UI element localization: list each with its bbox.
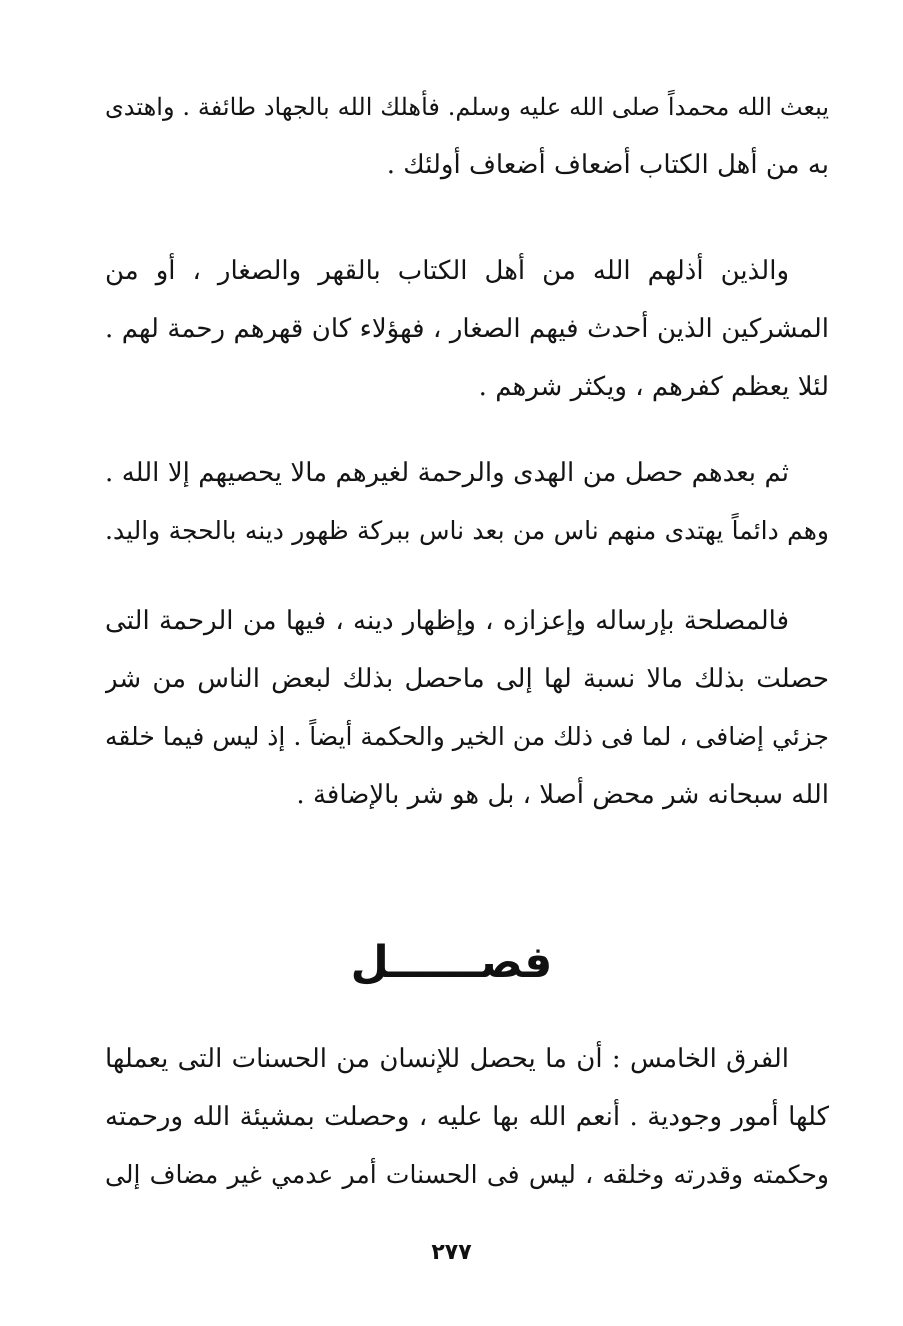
text-line: الفرق الخامس : أن ما يحصل للإنسان من الحسنات التى يعملها <box>105 1044 789 1074</box>
page-number: ٢٧٧ <box>431 1240 472 1265</box>
text-line: وحكمته وقدرته وخلقه ، ليس فى الحسنات أمر عدمي غير مضاف إلى <box>105 1160 829 1189</box>
text-line: جزئي إضافى ، لما فى ذلك من الخير والحكمة أيضاً . إذ ليس فيما خلقه <box>105 722 829 751</box>
paragraph-3 <box>105 444 829 560</box>
section-heading: فصــــــل <box>350 937 553 988</box>
text-line: كلها أمور وجودية . أنعم الله بها عليه ، وحصلت بمشيئة الله ورحمته <box>105 1102 829 1132</box>
text-line: وهم دائماً يهتدى منهم ناس من بعد ناس ببركة ظهور دينه بالحجة واليد. <box>105 516 829 545</box>
text-line: فالمصلحة بإرساله وإعزازه ، وإظهار دينه ، فيها من الرحمة التى <box>105 606 790 636</box>
paragraph-4 <box>105 592 829 824</box>
text-line: لئلا يعظم كفرهم ، ويكثر شرهم . <box>478 372 829 402</box>
paragraph-1 <box>105 78 829 194</box>
text-line: حصلت بذلك مالا نسبة لها إلى ماحصل بذلك لبعض الناس من شر <box>105 664 829 694</box>
text-line: ثم بعدهم حصل من الهدى والرحمة لغيرهم مالا يحصيهم إلا الله . <box>105 458 789 488</box>
paragraph-2 <box>105 242 829 416</box>
paragraph-5 <box>105 1030 829 1204</box>
text-line: يبعث الله محمداً صلى الله عليه وسلم. فأهلك الله بالجهاد طائفة . واهتدى <box>105 93 829 121</box>
text-line: والذين أذلهم الله من أهل الكتاب بالقهر والصغار ، أو من <box>105 256 789 286</box>
text-line: المشركين الذين أحدث فيهم الصغار ، فهؤلاء كان قهرهم رحمة لهم . <box>105 314 829 344</box>
text-line: الله سبحانه شر محض أصلا ، بل هو شر بالإضافة . <box>296 780 829 810</box>
text-line: به من أهل الكتاب أضعاف أضعاف أولئك . <box>386 150 829 180</box>
